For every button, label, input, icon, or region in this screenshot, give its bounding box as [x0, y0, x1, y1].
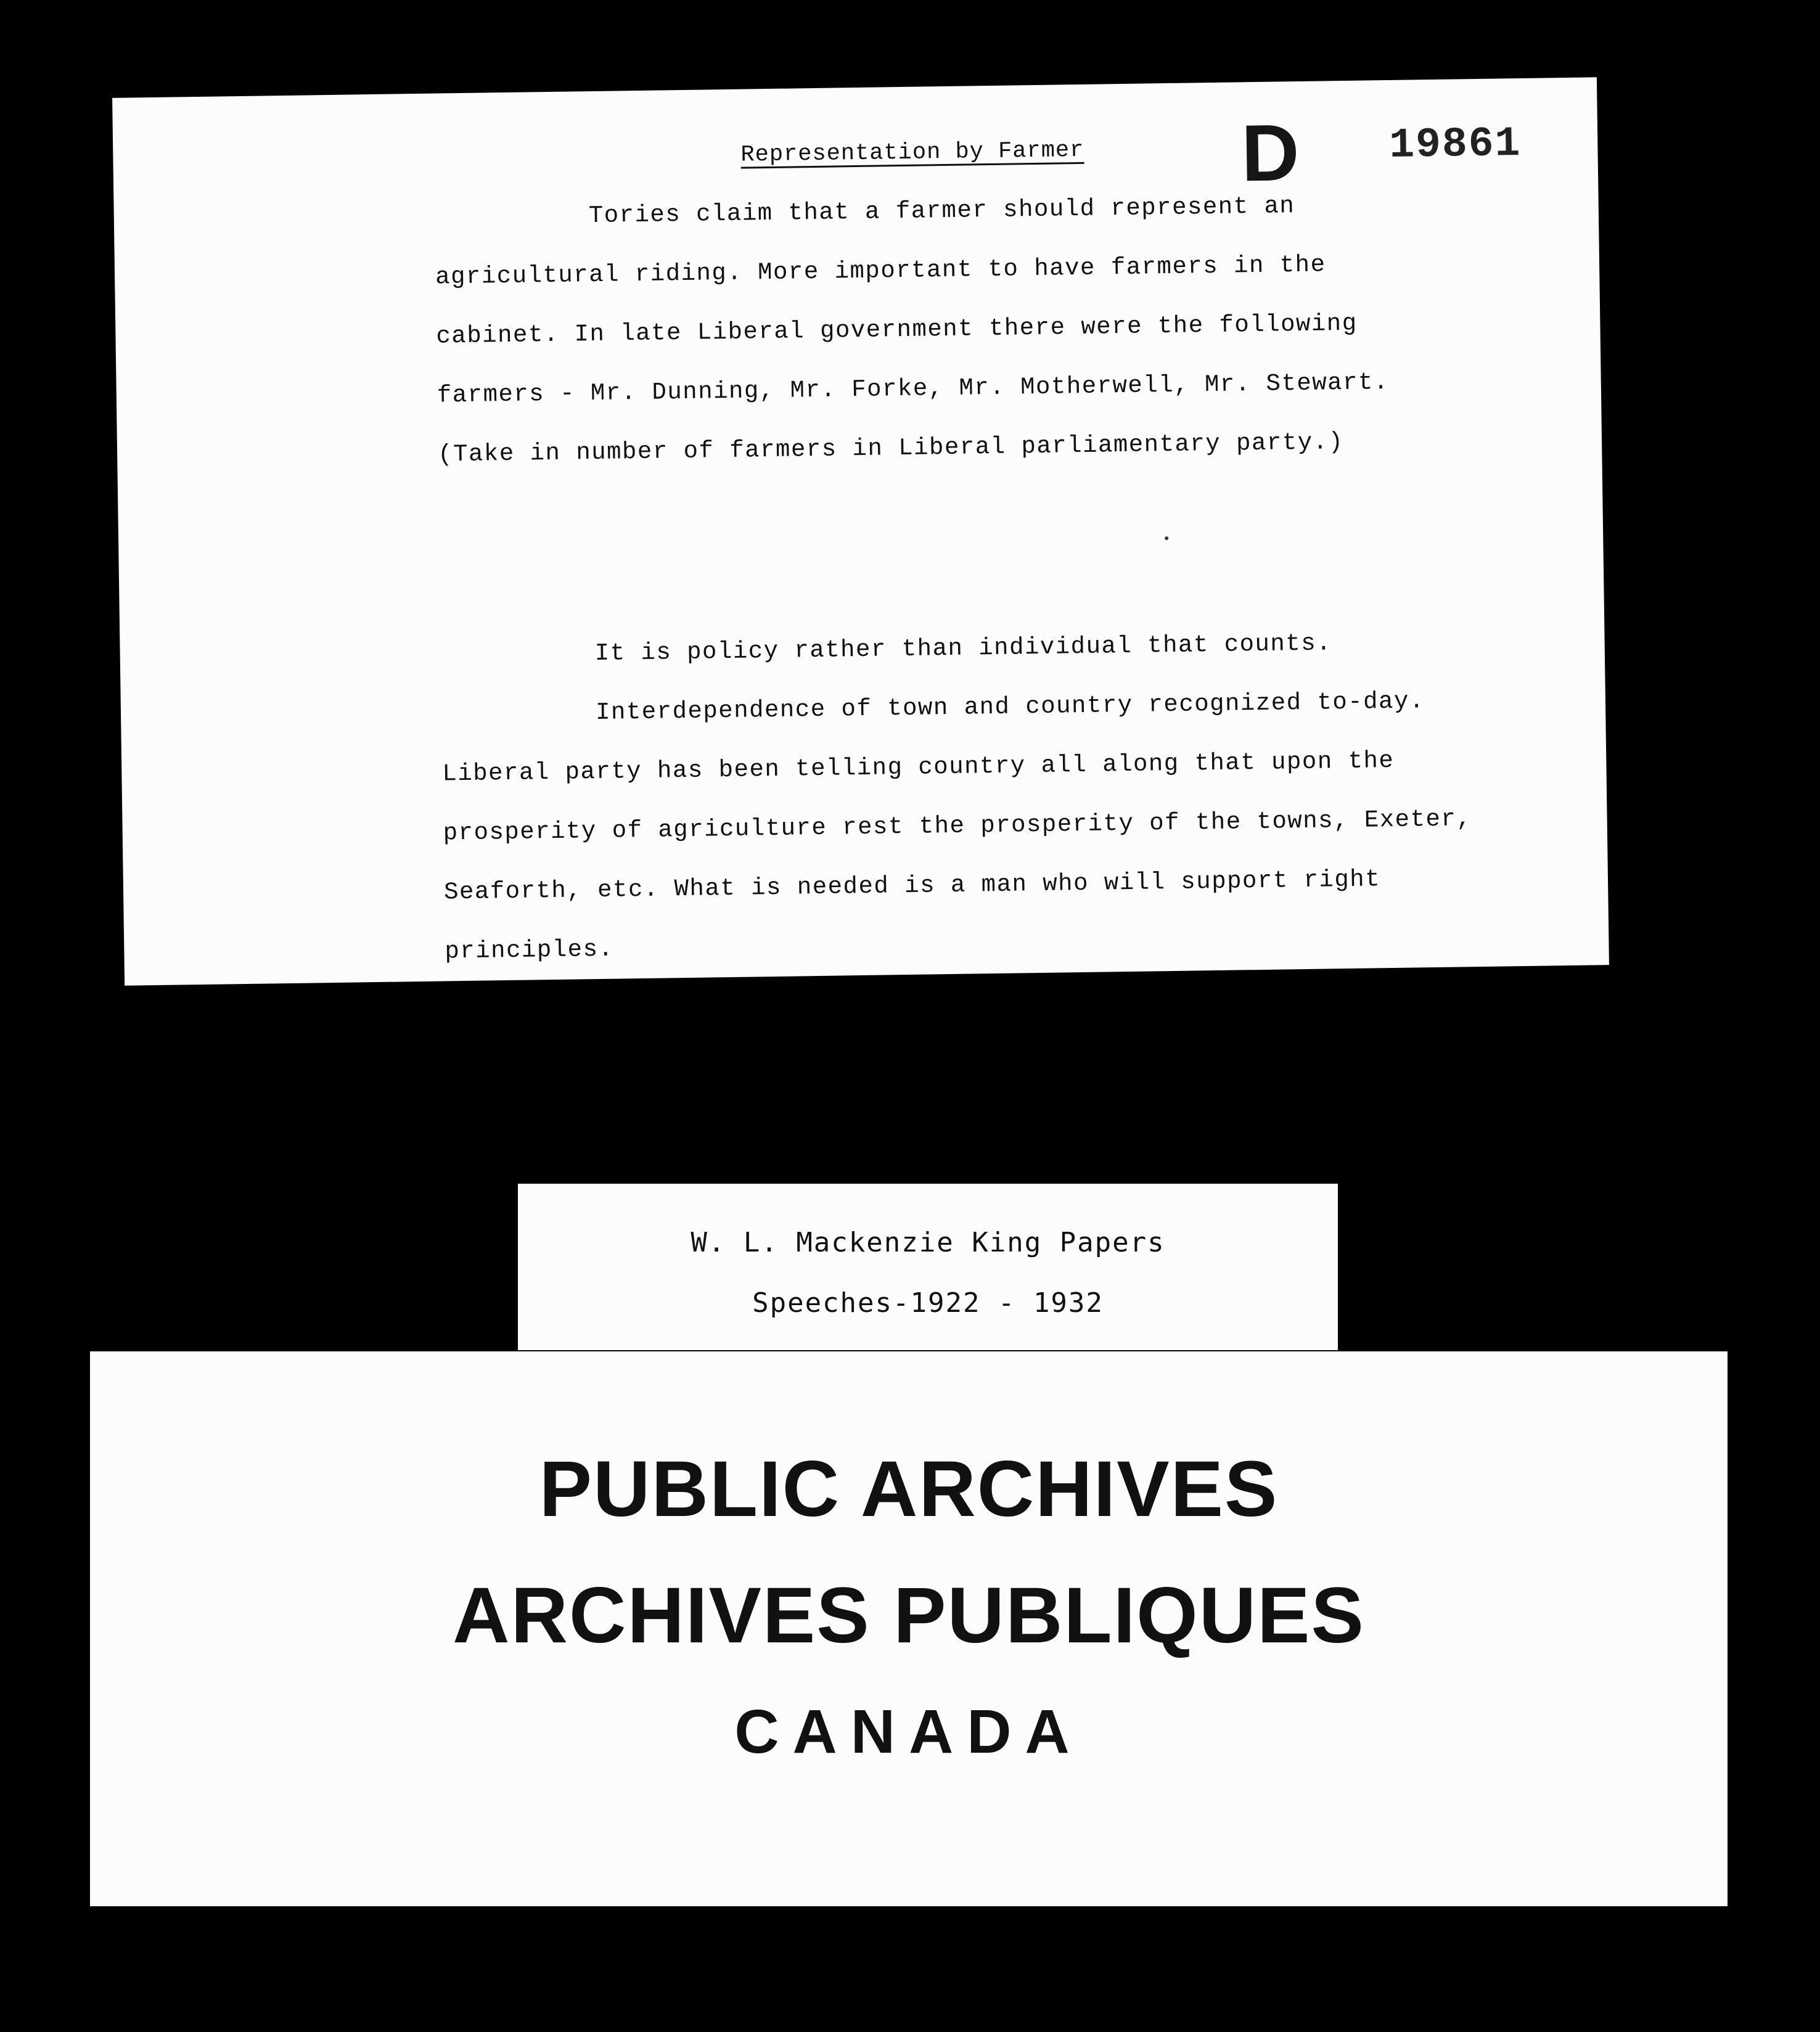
collection-name: W. L. Mackenzie King Papers — [691, 1227, 1165, 1258]
collection-label-card — [518, 1184, 1338, 1350]
memo-line: Liberal party has been telling country all along that upon the — [442, 747, 1395, 788]
memo-line: farmers - Mr. Dunning, Mr. Forke, Mr. Motherwell, Mr. Stewart. — [437, 369, 1390, 409]
memo-line: It is policy rather than individual that counts. — [594, 629, 1332, 668]
memo-line: prosperity of agriculture rest the prosperity of the towns, Exeter, — [443, 805, 1472, 847]
typed-memo-card — [112, 77, 1609, 985]
memo-line: agricultural riding. More important to have farmers in the — [435, 251, 1326, 291]
memo-line: Interdependence of town and country recognized to-day. — [595, 687, 1425, 727]
archives-stamp-card — [90, 1351, 1728, 1906]
archives-line-french: ARCHIVES PUBLIQUES — [453, 1571, 1365, 1660]
memo-line: Tories claim that a farmer should represent an — [588, 192, 1295, 230]
archives-line-country: CANADA — [734, 1697, 1083, 1766]
archives-line-english: PUBLIC ARCHIVES — [539, 1445, 1279, 1533]
collection-series: Speeches-1922 - 1932 — [752, 1287, 1104, 1319]
document-number: 19861 — [1388, 120, 1522, 170]
memo-line: (Take in number of farmers in Liberal parliamentary party.) — [437, 428, 1344, 469]
memo-line: Seaforth, etc. What is needed is a man who will support right — [443, 866, 1381, 906]
handwritten-mark: D — [1240, 107, 1300, 199]
memo-line: cabinet. In late Liberal government there were the following — [436, 309, 1358, 350]
ink-speck — [1165, 536, 1168, 540]
memo-heading: Representation by Farmer — [740, 137, 1084, 168]
memo-line: principles. — [445, 935, 614, 965]
